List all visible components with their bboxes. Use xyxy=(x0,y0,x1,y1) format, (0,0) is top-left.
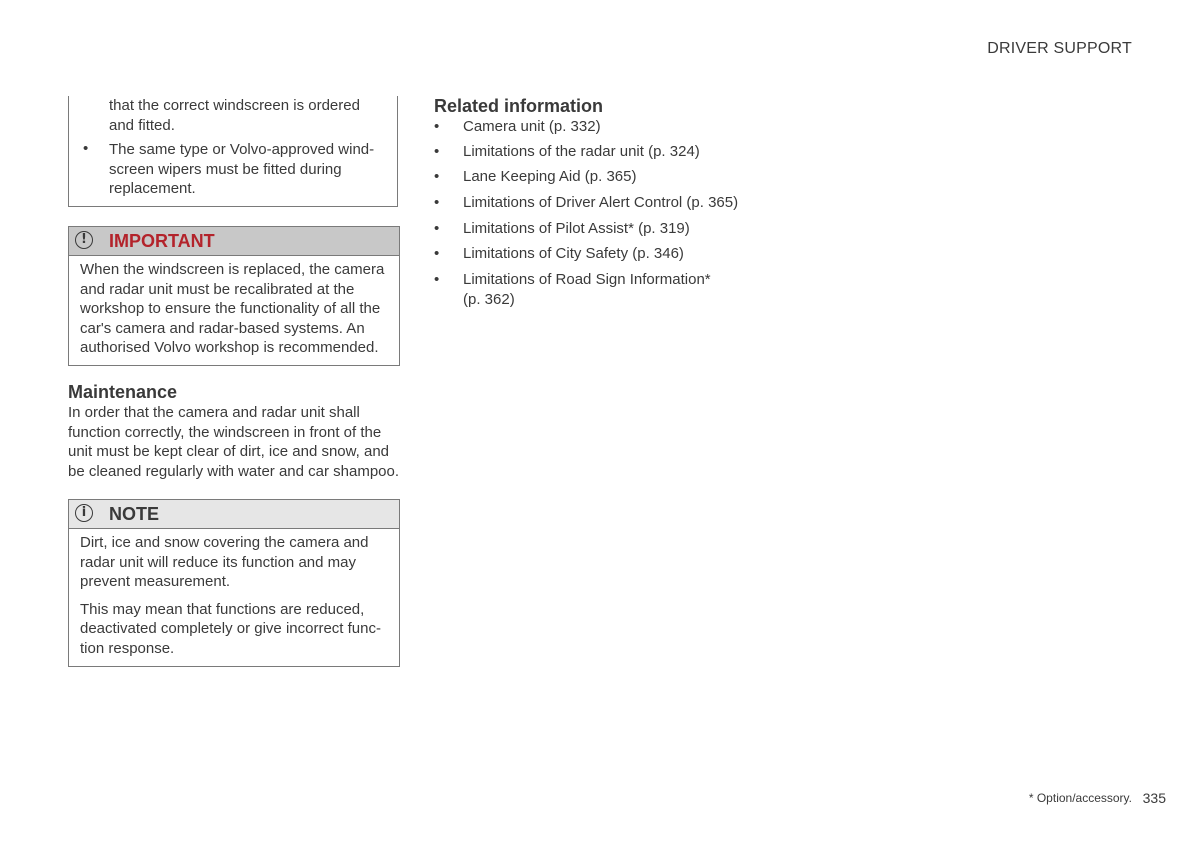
related-information-heading: Related information xyxy=(434,96,604,116)
related-link-text: Limitations of Road Sign Information* xyxy=(463,271,711,288)
related-link-text: Limitations of Pilot Assist* (p. 319) xyxy=(463,220,690,237)
bullet-icon: • xyxy=(434,245,440,262)
bullet-icon: • xyxy=(434,118,440,135)
note-label: NOTE xyxy=(109,504,160,524)
maintenance-heading: Maintenance xyxy=(68,382,178,402)
important-label: IMPORTANT xyxy=(109,231,215,251)
important-callout xyxy=(68,226,400,366)
important-callout-body xyxy=(69,256,399,366)
bullet-icon: • xyxy=(83,140,89,157)
maintenance-paragraph: In order that the camera and radar unit shall function correctly, the windscreen in front of the unit must be kept clear of dirt, ice and snow, and be cleaned regularly with water and car shampoo. xyxy=(68,404,400,480)
bullet-icon: • xyxy=(434,271,440,288)
related-link-text: Limitations of the radar unit (p. 324) xyxy=(463,143,700,160)
important-text: When the windscreen is replaced, the camera and radar unit must be recalibrated at the workshop to ensure the functionality of all the car's camera and radar-based systems. An authorised Volvo workshop is recommended. xyxy=(80,261,385,356)
list-item-line: replacement. xyxy=(109,180,196,197)
list-item-line: and fitted. xyxy=(109,116,175,134)
bullet-icon: • xyxy=(434,168,440,185)
note-callout-body xyxy=(69,529,399,666)
list-item-line: screen wipers must be fitted during xyxy=(109,160,342,178)
related-link-text: Limitations of City Safety (p. 346) xyxy=(463,245,684,262)
bullet-icon: • xyxy=(434,143,440,160)
footnote: * Option/accessory. xyxy=(1028,791,1132,805)
exclamation-icon: ! xyxy=(75,231,93,249)
related-link-text: Limitations of Driver Alert Control (p. 365) xyxy=(463,194,739,211)
note-text: This may mean that functions are reduced, deactivated completely or give incorrect func- tion response. xyxy=(80,600,381,657)
note-text: Dirt, ice and snow covering the camera and radar unit will reduce its function and may prevent measurement. xyxy=(80,534,369,590)
note-callout xyxy=(68,499,400,667)
bullet-icon: • xyxy=(434,194,440,211)
list-item-line: that the correct windscreen is ordered xyxy=(109,97,360,114)
list-item-line: The same type or Volvo-approved wind- xyxy=(109,141,375,158)
note-callout-header xyxy=(69,500,399,529)
bullet-icon: • xyxy=(434,220,440,237)
continued-instruction-box xyxy=(68,96,398,207)
important-callout-header xyxy=(69,227,399,256)
related-link-text: Lane Keeping Aid (p. 365) xyxy=(463,168,637,185)
related-link-text: Camera unit (p. 332) xyxy=(463,118,601,135)
page-number: 335 xyxy=(1142,790,1166,806)
info-icon: i xyxy=(75,504,93,522)
section-title: DRIVER SUPPORT xyxy=(987,40,1132,57)
related-link-text: (p. 362) xyxy=(463,290,515,308)
